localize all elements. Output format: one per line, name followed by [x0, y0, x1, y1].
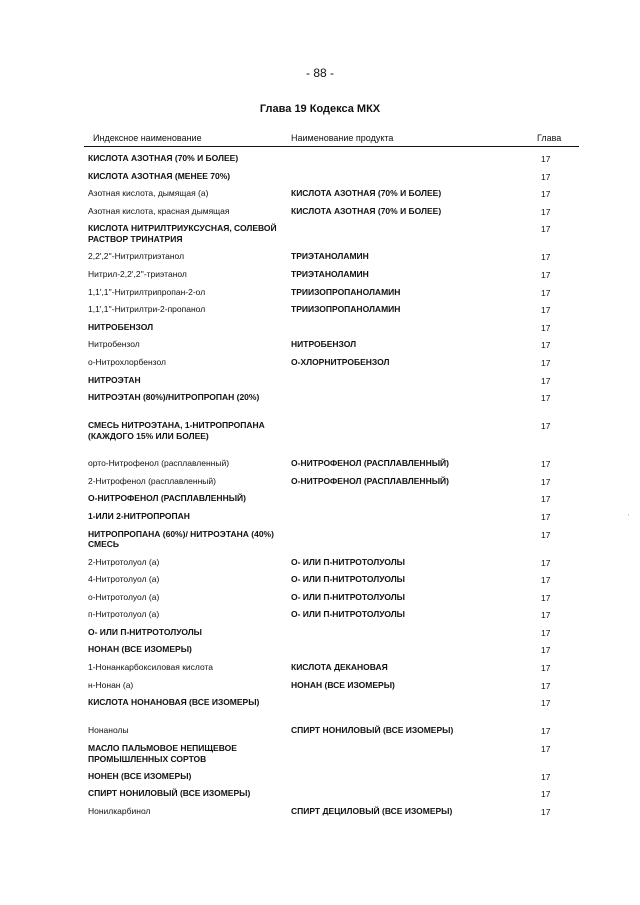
index-name-cell: НИТРОЭТАН (80%)/НИТРОПРОПАН (20%): [88, 392, 260, 403]
table-header: [0, 133, 640, 147]
index-name-cell: о-Нитрохлорбензол: [88, 356, 166, 367]
index-name-cell: 1,1',1''-Нитрилтри-2-пропанол: [88, 304, 206, 315]
table-row: [0, 150, 640, 168]
chapter-cell: 17: [541, 807, 551, 818]
index-name-cell: п-Нитротолуол (а): [88, 609, 160, 620]
index-name-cell: НОНАН (ВСЕ ИЗОМЕРЫ): [88, 644, 192, 655]
table-row: [0, 203, 640, 221]
index-name-cell: НОНЕН (ВСЕ ИЗОМЕРЫ): [88, 770, 192, 781]
table-row: [0, 185, 640, 203]
chapter-cell: 17: [541, 627, 551, 638]
table-body: [0, 150, 640, 850]
chapter-cell: 17: [541, 511, 551, 522]
product-name-cell: ТРИЭТАНОЛАМИН: [291, 251, 369, 262]
index-name-cell: 1-ИЛИ 2-НИТРОПРОПАН: [88, 510, 190, 521]
table-row: [0, 389, 640, 417]
table-row: [0, 526, 640, 554]
chapter-cell: 17: [541, 252, 551, 263]
table-row: [0, 354, 640, 372]
chapter-cell: 17: [541, 726, 551, 737]
chapter-cell: 17: [541, 357, 551, 368]
index-name-cell: КИСЛОТА АЗОТНАЯ (МЕНЕЕ 70%): [88, 170, 231, 181]
table-row: [0, 740, 640, 768]
product-name-cell: О- ИЛИ П-НИТРОТОЛУОЛЫ: [291, 556, 406, 567]
chapter-cell: 17: [541, 476, 551, 487]
table-row: [0, 248, 640, 266]
table-row: [0, 785, 640, 803]
chapter-cell: 17: [541, 206, 551, 217]
table-row: [0, 372, 640, 390]
table-row: [0, 722, 640, 740]
column-header-chapter: Глава: [537, 133, 562, 143]
product-name-cell: О- ИЛИ П-НИТРОТОЛУОЛЫ: [291, 574, 406, 585]
chapter-cell: 17: [541, 224, 551, 235]
index-name-cell: НИТРОБЕНЗОЛ: [88, 321, 154, 332]
table-row: [0, 168, 640, 186]
index-name-cell: Нонилкарбинол: [88, 806, 151, 817]
column-header-product: Наименование продукта: [291, 133, 394, 143]
table-row: [0, 641, 640, 659]
chapter-cell: 17: [541, 680, 551, 691]
product-name-cell: О-НИТРОФЕНОЛ (РАСПЛАВЛЕННЫЙ): [291, 475, 449, 486]
edge-mark: ': [628, 514, 630, 521]
table-row: [0, 571, 640, 589]
product-name-cell: КИСЛОТА АЗОТНАЯ (70% И БОЛЕЕ): [291, 188, 442, 199]
table-row: [0, 659, 640, 677]
chapter-cell: 17: [541, 610, 551, 621]
product-name-cell: ТРИИЗОПРОПАНОЛАМИН: [291, 304, 401, 315]
chapter-cell: 17: [541, 340, 551, 351]
product-name-cell: НИТРОБЕНЗОЛ: [291, 339, 357, 350]
product-name-cell: ТРИИЗОПРОПАНОЛАМИН: [291, 286, 401, 297]
chapter-cell: 17: [541, 529, 551, 540]
chapter-cell: 17: [541, 171, 551, 182]
product-name-cell: О- ИЛИ П-НИТРОТОЛУОЛЫ: [291, 609, 406, 620]
chapter-cell: 17: [541, 494, 551, 505]
index-name-cell: 4-Нитротолуол (а): [88, 574, 160, 585]
table-row: [0, 417, 640, 455]
index-name-cell: МАСЛО ПАЛЬМОВОЕ НЕПИЩЕВОЕ ПРОМЫШЛЕННЫХ СОРТОВ: [88, 742, 237, 764]
table-row: [0, 677, 640, 695]
chapter-cell: 17: [541, 154, 551, 164]
index-name-cell: орто-Нитрофенол (расплавленный): [88, 458, 230, 469]
product-name-cell: КИСЛОТА АЗОТНАЯ (70% И БОЛЕЕ): [291, 205, 442, 216]
table-row: [0, 284, 640, 302]
chapter-cell: 17: [541, 393, 551, 404]
table-row: [0, 473, 640, 491]
table-row: [0, 220, 640, 248]
table-row: [0, 554, 640, 572]
index-name-cell: НИТРОЭТАН: [88, 374, 141, 385]
chapter-cell: 17: [541, 322, 551, 333]
chapter-cell: 17: [541, 771, 551, 782]
index-name-cell: Нонанолы: [88, 725, 129, 736]
table-row: [0, 508, 640, 526]
chapter-cell: 17: [541, 592, 551, 603]
table-row: [0, 803, 640, 821]
chapter-cell: 17: [541, 305, 551, 316]
index-name-cell: Азотная кислота, дымящая (а): [88, 188, 209, 199]
page-number: - 88 -: [305, 66, 334, 80]
index-name-cell: СМЕСЬ НИТРОЭТАНА, 1-НИТРОПРОПАНА (КАЖДОГО 15% ИЛИ БОЛЕЕ): [88, 420, 265, 441]
index-name-cell: КИСЛОТА НИТРИЛТРИУКСУСНАЯ, СОЛЕВОЙ РАСТВОР ТРИНАТРИЯ: [88, 223, 277, 245]
chapter-cell: 17: [541, 375, 551, 386]
product-name-cell: НОНАН (ВСЕ ИЗОМЕРЫ): [291, 679, 395, 690]
chapter-cell: 17: [541, 459, 551, 470]
index-name-cell: н-Нонан (а): [88, 679, 134, 690]
index-name-cell: Нитрил-2,2',2''-триэтанол: [88, 268, 187, 279]
index-name-cell: НИТРОПРОПАНА (60%)/ НИТРОЭТАНА (40%) СМЕСЬ: [88, 528, 274, 550]
chapter-cell: 17: [541, 743, 551, 754]
index-name-cell: О- ИЛИ П-НИТРОТОЛУОЛЫ: [88, 626, 203, 637]
chapter-cell: 17: [541, 663, 551, 674]
chapter-cell: 17: [541, 698, 551, 709]
page-title: Глава 19 Кодекса МКХ: [259, 103, 381, 115]
table-row: [0, 336, 640, 354]
chapter-cell: 17: [541, 789, 551, 800]
index-name-cell: Азотная кислота, красная дымящая: [88, 205, 230, 216]
chapter-cell: 17: [541, 287, 551, 298]
table-row: [0, 589, 640, 607]
index-name-cell: КИСЛОТА НОНАНОВАЯ (ВСЕ ИЗОМЕРЫ): [88, 697, 260, 708]
index-name-cell: 2-Нитрофенол (расплавленный): [88, 475, 216, 486]
table-row: [0, 301, 640, 319]
index-name-cell: О-НИТРОФЕНОЛ (РАСПЛАВЛЕННЫЙ): [88, 493, 246, 504]
product-name-cell: О-НИТРОФЕНОЛ (РАСПЛАВЛЕННЫЙ): [291, 458, 449, 469]
table-row: [0, 319, 640, 337]
chapter-cell: 17: [541, 645, 551, 656]
index-name-cell: 1-Нонанкарбоксиловая кислота: [88, 662, 214, 673]
table-row: [0, 694, 640, 722]
column-header-index: Индексное наименование: [93, 133, 202, 143]
table-row: [0, 768, 640, 786]
product-name-cell: О-ХЛОРНИТРОБЕНЗОЛ: [291, 356, 390, 367]
table-row: [0, 606, 640, 624]
chapter-cell: 17: [541, 557, 551, 568]
table-row: [0, 490, 640, 508]
product-name-cell: СПИРТ НОНИЛОВЫЙ (ВСЕ ИЗОМЕРЫ): [291, 725, 454, 736]
header-divider: [84, 146, 579, 147]
product-name-cell: ТРИЭТАНОЛАМИН: [291, 268, 369, 279]
chapter-cell: 17: [541, 189, 551, 200]
product-name-cell: О- ИЛИ П-НИТРОТОЛУОЛЫ: [291, 591, 406, 602]
chapter-cell: 17: [541, 575, 551, 586]
index-name-cell: о-Нитротолуол (а): [88, 591, 160, 602]
index-name-cell: 2,2',2''-Нитрилтриэтанол: [88, 251, 185, 262]
product-name-cell: КИСЛОТА ДЕКАНОВАЯ: [291, 662, 388, 673]
index-name-cell: КИСЛОТА АЗОТНАЯ (70% И БОЛЕЕ): [88, 153, 239, 163]
chapter-cell: 17: [541, 269, 551, 280]
table-row: [0, 455, 640, 473]
index-name-cell: Нитробензол: [88, 339, 140, 350]
table-row: [0, 624, 640, 642]
chapter-cell: 17: [541, 421, 551, 432]
index-name-cell: 2-Нитротолуол (а): [88, 556, 160, 567]
table-row: [0, 266, 640, 284]
product-name-cell: СПИРТ ДЕЦИЛОВЫЙ (ВСЕ ИЗОМЕРЫ): [291, 806, 453, 817]
index-name-cell: СПИРТ НОНИЛОВЫЙ (ВСЕ ИЗОМЕРЫ): [88, 788, 251, 799]
index-name-cell: 1,1',1''-Нитрилтрипропан-2-ол: [88, 286, 206, 297]
